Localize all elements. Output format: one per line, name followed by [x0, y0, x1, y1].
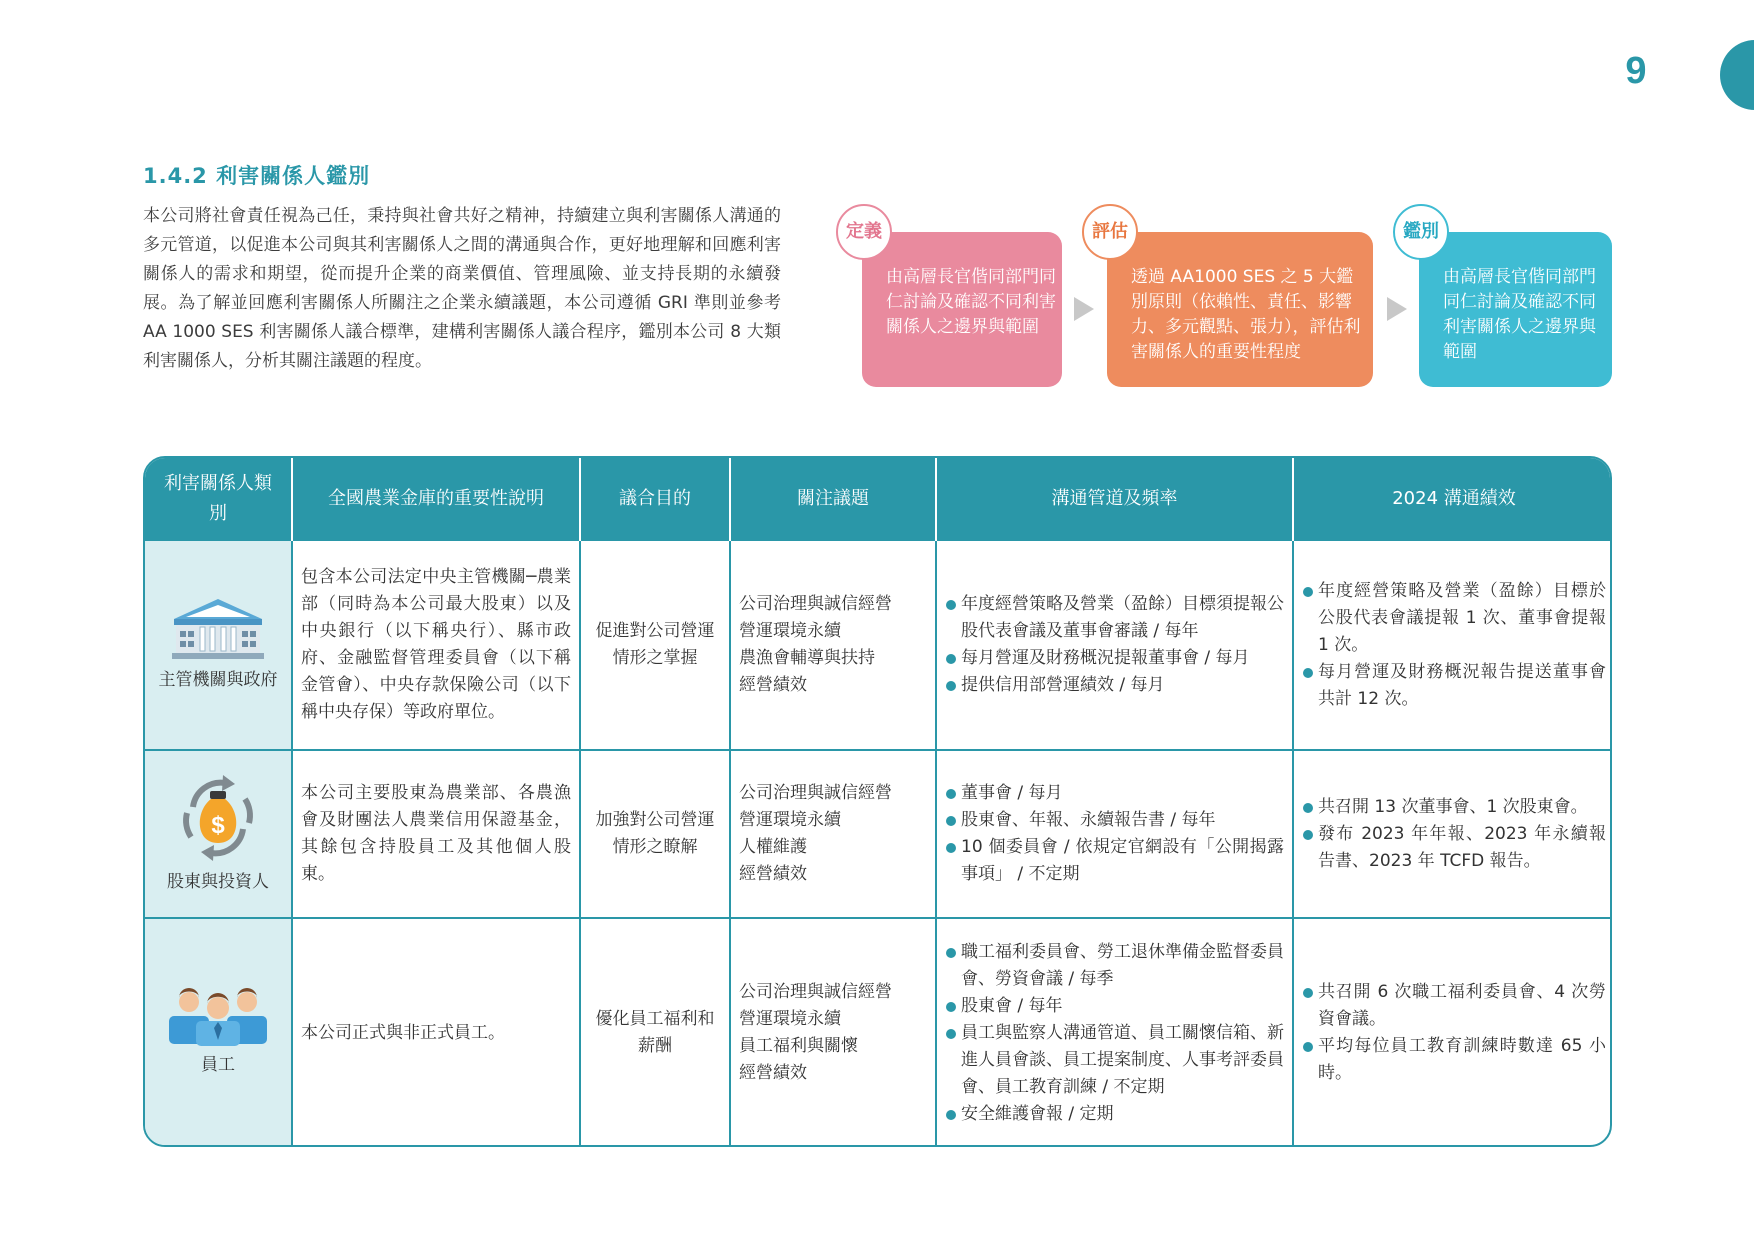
topic-item: 經營績效 — [739, 1063, 807, 1083]
table-header-row — [145, 458, 1612, 540]
performance-item: 共召開 6 次職工福利委員會、4 次勞資會議。 — [1302, 979, 1606, 1033]
channels-cell — [936, 750, 1293, 918]
topic-item: 營運環境永續 — [739, 621, 841, 641]
government-building-icon — [170, 597, 266, 661]
importance-cell: 本公司主要股東為農業部、各農漁會及財團法人農業信用保證基金，其餘包含持股員工及其他個人股東。 — [292, 750, 580, 918]
page-number: 9 — [1625, 50, 1647, 92]
topic-item: 員工福利與關懷 — [739, 1036, 858, 1056]
table-row — [145, 540, 1612, 750]
topic-item: 公司治理與誠信經營 — [739, 594, 892, 614]
page-tab — [1720, 40, 1754, 110]
topic-item: 經營績效 — [739, 864, 807, 884]
process-step-assess — [1107, 232, 1373, 387]
channel-item: 職工福利委員會、勞工退休準備金監督委員會、勞資會議 / 每季 — [945, 939, 1284, 993]
purpose-cell: 優化員工福利和薪酬 — [580, 918, 730, 1147]
channel-item: 安全維護會報 / 定期 — [945, 1101, 1284, 1128]
channels-cell — [936, 918, 1293, 1147]
purpose-cell: 促進對公司營運情形之掌握 — [580, 540, 730, 750]
process-step-assess-text: 透過 AA1000 SES 之 5 大鑑別原則（依賴性、責任、影響力、多元觀點、張力），評估利害關係人的重要性程度 — [1131, 267, 1361, 362]
category-cell — [145, 750, 292, 918]
process-step-identify-text: 由高層長官偕同部門同仁討論及確認不同利害關係人之邊界與範圍 — [1443, 267, 1596, 362]
channel-item: 每月營運及財務概況提報董事會 / 每月 — [945, 645, 1284, 672]
performance-item: 年度經營策略及營業（盈餘）目標於公股代表會議提報 1 次、董事會提報 1 次。 — [1302, 578, 1606, 659]
channel-item: 股東會、年報、永續報告書 / 每年 — [945, 807, 1284, 834]
topic-item: 農漁會輔導與扶持 — [739, 648, 875, 668]
performance-item: 平均每位員工教育訓練時數達 65 小時。 — [1302, 1033, 1606, 1087]
topic-item: 營運環境永續 — [739, 810, 841, 830]
channel-item: 股東會 / 每年 — [945, 993, 1284, 1020]
topics-cell — [730, 540, 936, 750]
topics-cell — [730, 750, 936, 918]
channel-item: 員工與監察人溝通管道、員工關懷信箱、新進人員會談、員工提案制度、人事考評委員會、員工教育訓練 / 不定期 — [945, 1020, 1284, 1101]
performance-item: 發布 2023 年年報、2023 年永續報告書、2023 年 TCFD 報告。 — [1302, 821, 1606, 875]
importance-cell: 包含本公司法定中央主管機關─農業部（同時為本公司最大股東）以及中央銀行（以下稱央行）、縣市政府、金融監督管理委員會（以下稱金管會）、中央存款保險公司（以下稱中央存保）等政府單位。 — [292, 540, 580, 750]
topics-cell — [730, 918, 936, 1147]
process-step-define-text: 由高層長官偕同部門同仁討論及確認不同利害關係人之邊界與範圍 — [886, 267, 1056, 337]
intro-paragraph: 本公司將社會責任視為己任，秉持與社會共好之精神，持續建立與利害關係人溝通的多元管道，以促進本公司與其利害關係人之間的溝通與合作，更好地理解和回應利害關係人的需求和期望，從而提升企業的商業價值、管理風險、並支持長期的永續發展。為了解並回應利害關係人所關注之企業永續議題，本公司遵循 GRI 準則並參考 AA 1000 SES 利害關係人議合標準，建構利害關係人議合程序，鑑別本公司 8 大類利害關係人，分析其關注議題的程度。 — [143, 206, 781, 371]
category-cell — [145, 918, 292, 1147]
employees-icon — [163, 988, 273, 1046]
performance-cell — [1293, 750, 1612, 918]
category-label: 員工 — [201, 1054, 235, 1075]
money-bag-icon — [173, 773, 263, 863]
table-row — [145, 750, 1612, 918]
header-channels: 溝通管道及頻率 — [936, 458, 1293, 540]
topic-item: 經營績效 — [739, 675, 807, 695]
process-step-identify-label: 鑑別 — [1393, 204, 1449, 260]
svg-text:$: $ — [211, 811, 225, 839]
process-step-define-label: 定義 — [836, 204, 892, 260]
channel-item: 董事會 / 每月 — [945, 780, 1284, 807]
performance-cell — [1293, 918, 1612, 1147]
importance-cell: 本公司正式與非正式員工。 — [292, 918, 580, 1147]
category-label: 主管機關與政府 — [158, 669, 278, 690]
stakeholder-table — [143, 456, 1612, 1147]
header-category: 利害關係人類別 — [145, 458, 292, 540]
arrow-right-icon — [1074, 297, 1094, 321]
category-label: 股東與投資人 — [167, 871, 269, 892]
arrow-right-icon — [1387, 297, 1407, 321]
topic-item: 公司治理與誠信經營 — [739, 783, 892, 803]
topic-item: 公司治理與誠信經營 — [739, 982, 892, 1002]
channel-item: 提供信用部營運績效 / 每月 — [945, 672, 1284, 699]
performance-cell — [1293, 540, 1612, 750]
process-step-assess-label: 評估 — [1082, 204, 1138, 260]
topic-item: 人權維護 — [739, 837, 807, 857]
channel-item: 年度經營策略及營業（盈餘）目標須提報公股代表會議及董事會審議 / 每年 — [945, 591, 1284, 645]
category-cell — [145, 540, 292, 750]
process-step-define — [862, 232, 1062, 387]
header-importance: 全國農業金庫的重要性說明 — [292, 458, 580, 540]
channels-cell — [936, 540, 1293, 750]
purpose-cell: 加強對公司營運情形之瞭解 — [580, 750, 730, 918]
table-row — [145, 918, 1612, 1147]
process-step-identify — [1419, 232, 1612, 387]
header-performance: 2024 溝通績效 — [1293, 458, 1612, 540]
header-purpose: 議合目的 — [580, 458, 730, 540]
performance-item: 共召開 13 次董事會、1 次股東會。 — [1302, 794, 1606, 821]
performance-item: 每月營運及財務概況報告提送董事會共計 12 次。 — [1302, 659, 1606, 713]
channel-item: 10 個委員會 / 依規定官網設有「公開揭露事項」 / 不定期 — [945, 834, 1284, 888]
section-title: 1.4.2 利害關係人鑑別 — [143, 164, 371, 188]
header-topics: 關注議題 — [730, 458, 936, 540]
topic-item: 營運環境永續 — [739, 1009, 841, 1029]
